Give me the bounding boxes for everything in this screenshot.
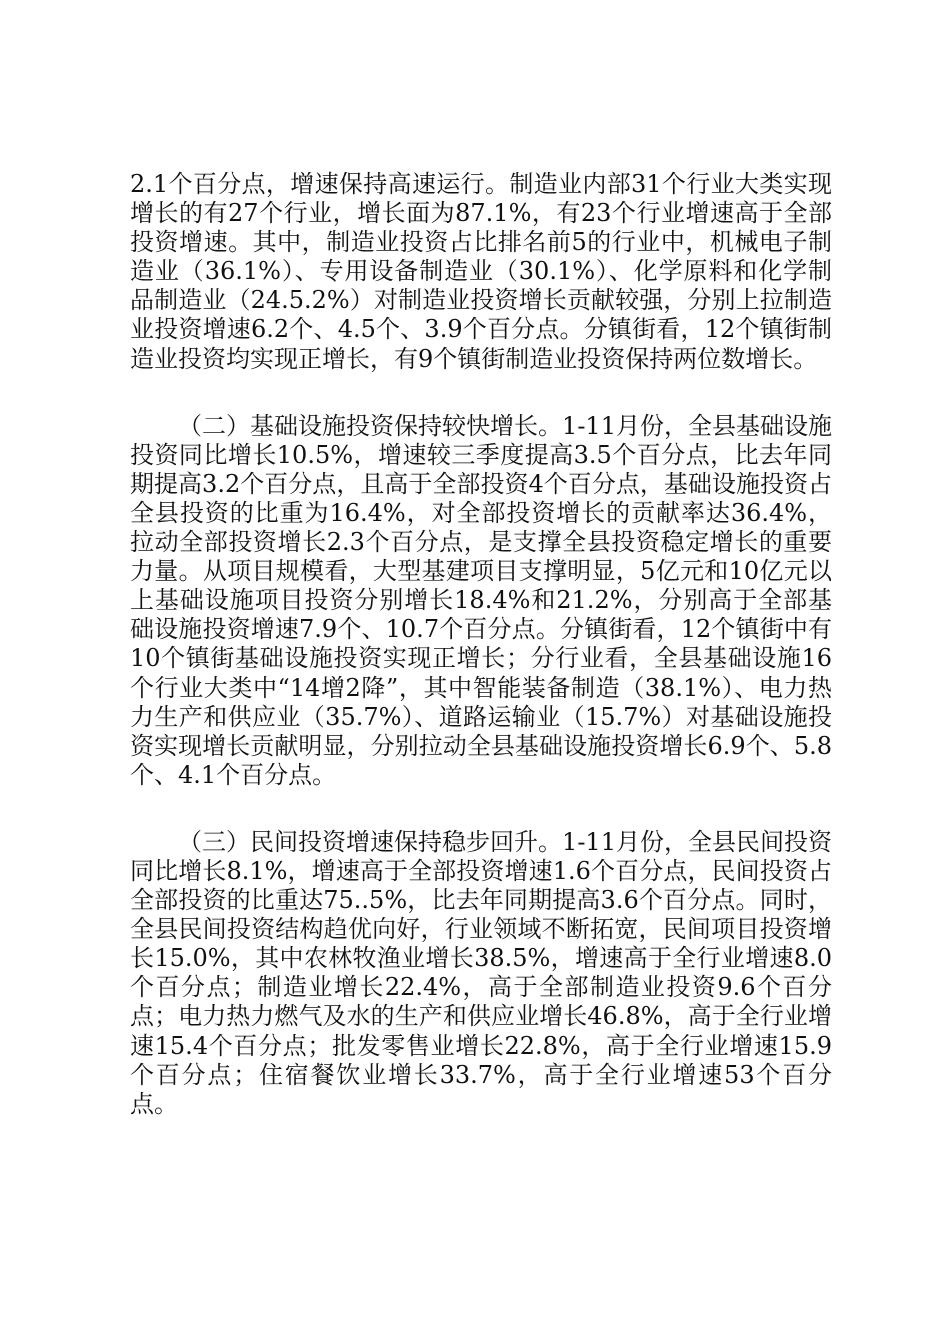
paragraph-private-investment: （三）民间投资增速保持稳步回升。1-11月份，全县民间投资同比增长8.1%，增速高于全部投资增速1.6个百分点，民间投资占全部投资的比重达75..5%，比去年同期提高3.6个百分点。同时，全县民间投资结构趋优向好，行业领域不断拓宽，民间项目投资增长15.0%，其中农林牧渔业增长38.5%，增速高于全行业增速8.0个百分点；制造业增长22.4%，高于全部制造业投资9.6个百分点；电力热力燃气及水的生产和供应业增长46.8%，高于全行业增速15.4个百分点；批发零售业增长22.8%，高于全行业增速15.9个百分点；住宿餐饮业增长33.7%，高于全行业增速53个百分点。 — [130, 827, 832, 1118]
paragraph-manufacturing-continued: 2.1个百分点，增速保持高速运行。制造业内部31个行业大类实现增长的有27个行业，增长面为87.1%，有23个行业增速高于全部投资增速。其中，制造业投资占比排名前5的行业中，机械电子制造业（36.1%）、专用设备制造业（30.1%）、化学原料和化学制品制造业（24.5.2%）对制造业投资增长贡献较强，分别上拉制造业投资增速6.2个、4.5个、3.9个百分点。分镇街看，12个镇街制造业投资均实现正增长，有9个镇街制造业投资保持两位数增长。 — [130, 170, 832, 373]
paragraph-infrastructure-investment: （二）基础设施投资保持较快增长。1-11月份，全县基础设施投资同比增长10.5%，增速较三季度提高3.5个百分点，比去年同期提高3.2个百分点，且高于全部投资4个百分点，基础设施投资占全县投资的比重为16.4%，对全部投资增长的贡献率达36.4%，拉动全部投资增长2.3个百分点，是支撑全县投资稳定增长的重要力量。从项目规模看，大型基建项目支撑明显，5亿元和10亿元以上基础设施项目投资分别增长18.4%和21.2%，分别高于全部基础设施投资增速7.9个、10.7个百分点。分镇街看，12个镇街中有10个镇街基础设施投资实现正增长；分行业看，全县基础设施16个行业大类中“14增2降”，其中智能装备制造（38.1%）、电力热力生产和供应业（35.7%）、道路运输业（15.7%）对基础设施投资实现增长贡献明显，分别拉动全县基础设施投资增长6.9个、5.8个、4.1个百分点。 — [130, 411, 832, 789]
document-body — [130, 170, 832, 1119]
